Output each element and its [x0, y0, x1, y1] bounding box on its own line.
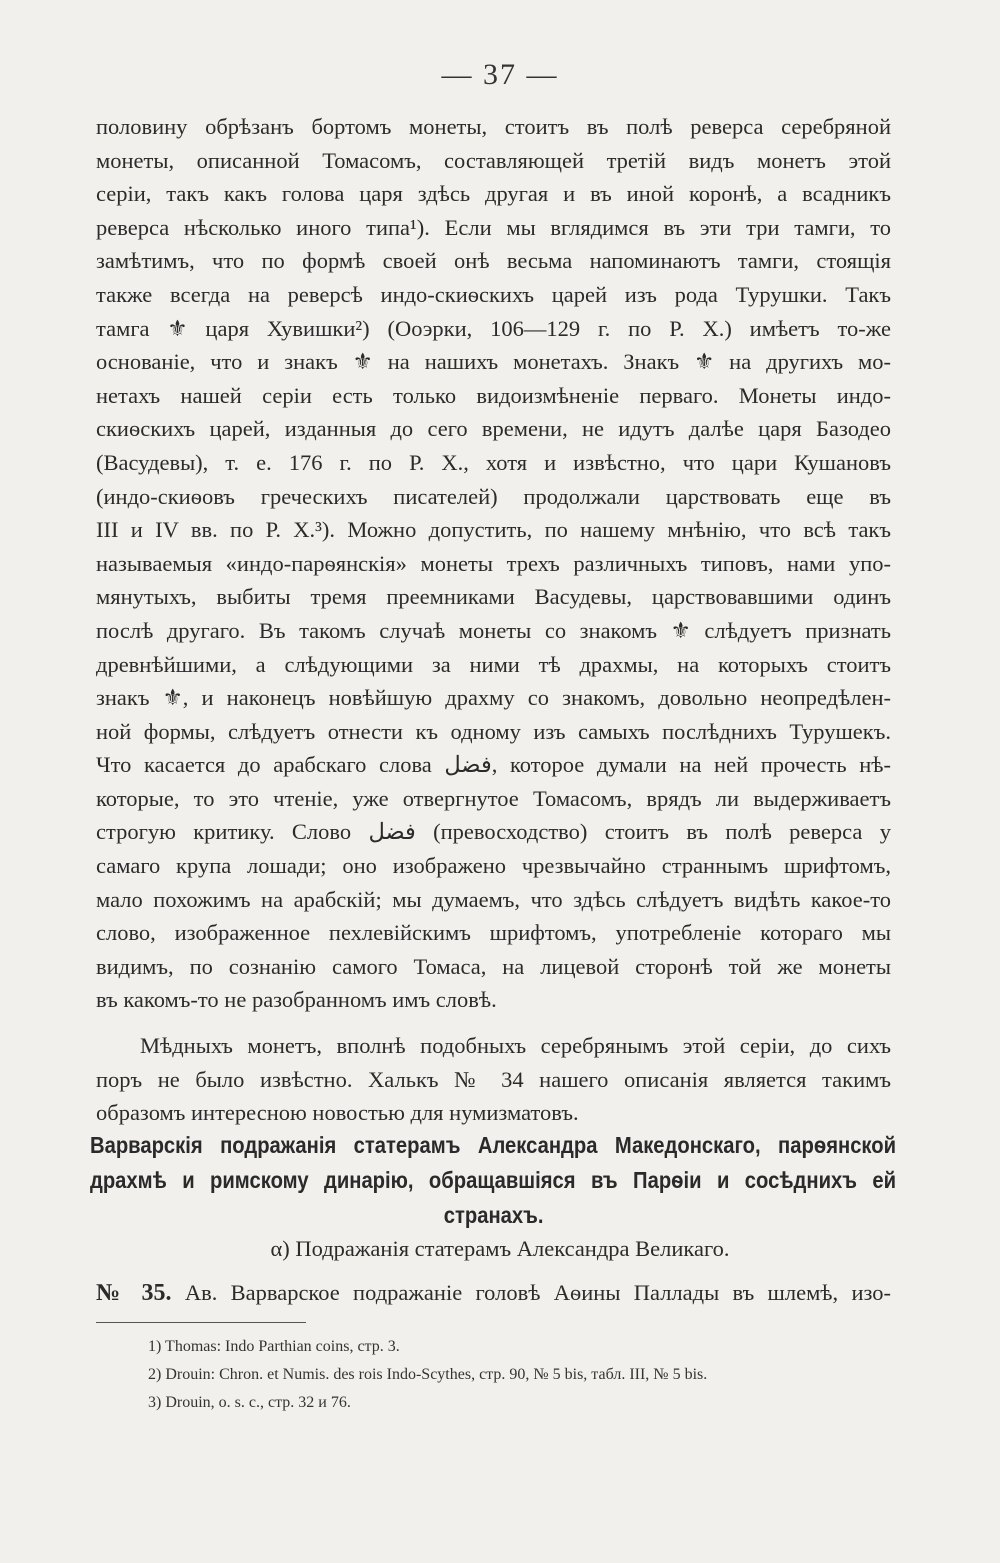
text-line: которые, то это чтеніе, уже отвергнутое Томасомъ, врядъ ли выдерживаетъ — [96, 785, 891, 811]
footnote: 3) Drouin, o. s. c., стр. 32 и 76. — [148, 1394, 351, 1411]
paragraph-2 — [96, 1029, 891, 1130]
text-line: половину обрѣзанъ бортомъ монеты, стоитъ въ полѣ реверса серебряной — [96, 114, 891, 139]
text-line: замѣтимъ, что по формѣ своей онѣ весьма напоминаютъ тамги, стоящія — [96, 248, 891, 274]
text-line: нетахъ нашей серіи есть только видоизмѣненіе перваго. Монеты индо- — [96, 382, 891, 408]
text-line: самаго крупа лошади; оно изображено чрезвычайно страннымъ шрифтомъ, — [96, 853, 891, 879]
text-line: знакъ ⚜, и наконецъ новѣйшую драхму со знакомъ, довольно неопредѣлен- — [96, 685, 891, 711]
footnote: 2) Drouin: Chron. et Numis. des rois Indo-Scythes, стр. 90, № 5 bis, табл. III, № 5 bis. — [148, 1366, 708, 1383]
entry-number: № 35. — [96, 1280, 172, 1306]
text-line: строгую критику. Слово فضل (превосходство) стоитъ въ полѣ реверса у — [96, 819, 891, 845]
heading-line: странахъ. — [444, 1202, 544, 1228]
paragraph-1 — [96, 110, 891, 1017]
text-line: скиѳскихъ царей, изданныя до сего времени, не идутъ далѣе царя Базодео — [96, 416, 891, 442]
text-line: слово, изображенное пехлевійскимъ шрифтомъ, употребленіе котораго мы — [96, 920, 891, 946]
main-text — [96, 110, 891, 1130]
footnotes — [148, 1333, 908, 1417]
catalog-entry — [96, 1276, 891, 1310]
heading-line: Варварскія подражанія статерамъ Александра Македонскаго, парѳянской — [90, 1132, 897, 1158]
text-line: мянутыхъ, выбиты тремя преемниками Васудевы, царствовавшими одинъ — [96, 584, 891, 610]
entry-text: Ав. Варварское подражаніе головѣ Аѳины Паллады въ шлемѣ, изо- — [184, 1280, 892, 1305]
text-line: (Васудевы), т. е. 176 г. по Р. Х., хотя и извѣстно, что цари Кушановъ — [96, 449, 891, 475]
text-line: видимъ, по сознанію самого Томаса, на лицевой сторонѣ той же монеты — [96, 953, 891, 979]
text-line: называемыя «индо-парѳянскія» монеты трехъ различныхъ типовъ, нами упо- — [96, 550, 891, 576]
section-heading — [90, 1128, 898, 1233]
text-line: Что касается до арабскаго слова فضل, которое думали на ней прочесть нѣ- — [96, 752, 891, 778]
text-line: основаніе, что и знакъ ⚜ на нашихъ монетахъ. Знакъ ⚜ на другихъ мо- — [96, 349, 891, 375]
subheading: α) Подражанія статерамъ Александра Великаго. — [270, 1236, 730, 1261]
text-line: древнѣйшими, а слѣдующими за ними тѣ драхмы, на которыхъ стоитъ — [96, 651, 891, 677]
text-line: монеты, описанной Томасомъ, составляющей третій видъ монетъ этой — [96, 147, 891, 173]
text-line: послѣ другаго. Въ такомъ случаѣ монеты со знакомъ ⚜ слѣдуетъ признать — [96, 617, 891, 643]
text-line: тамга ⚜ царя Хувишки²) (Ооэрки, 106—129 г. по Р. Х.) имѣетъ то-же — [96, 315, 891, 341]
footnote-rule — [96, 1322, 306, 1323]
text-line: ной формы, слѣдуетъ отнести къ одному изъ самыхъ послѣднихъ Турушекъ. — [96, 718, 891, 744]
text-line: реверса нѣсколько иного типа¹). Если мы вглядимся въ эти три тамги, то — [96, 214, 891, 240]
text-line: серіи, такъ какъ голова царя здѣсь другая и въ иной коронѣ, а всадникъ — [96, 181, 891, 207]
page-number: — 37 — — [441, 58, 559, 91]
text-line: III и IV вв. по Р. Х.³). Можно допустить, по нашему мнѣнію, что всѣ такъ — [96, 517, 891, 543]
text-line: также всегда на реверсѣ индо-скиѳскихъ царей изъ рода Турушки. Такъ — [96, 281, 891, 307]
text-line: (индо-скиѳовъ греческихъ писателей) продолжали царствовать еще въ — [96, 483, 891, 509]
text-line: мало похожимъ на арабскій; мы думаемъ, что здѣсь слѣдуетъ видѣть какое-то — [96, 886, 891, 912]
text-line: Мѣдныхъ монетъ, вполнѣ подобныхъ серебрянымъ этой серіи, до сихъ — [140, 1033, 891, 1059]
heading-line: драхмѣ и римскому динарію, обращавшіяся въ Парѳіи и сосѣднихъ ей — [90, 1167, 897, 1193]
text-line: образомъ интересною новостью для нумизматовъ. — [96, 1100, 579, 1126]
text-line: поръ не было извѣстно. Халькъ № 34 нашего описанія является такимъ — [96, 1066, 891, 1092]
footnote: 1) Thomas: Indo Parthian coins, стр. 3. — [148, 1338, 400, 1355]
text-line: въ какомъ-то не разобранномъ имъ словѣ. — [96, 987, 497, 1013]
